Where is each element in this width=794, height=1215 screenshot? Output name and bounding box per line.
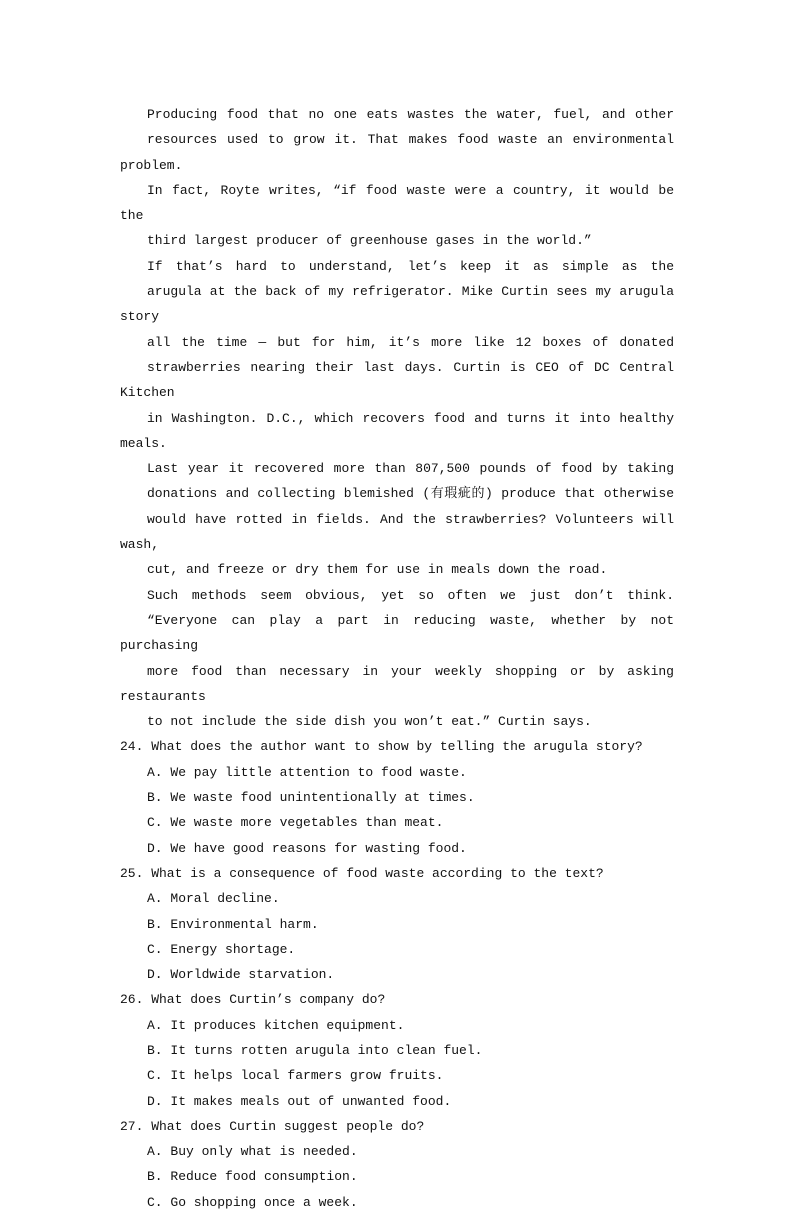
answer-option: B. We waste food unintentionally at times. — [147, 790, 475, 806]
answer-option: B. It turns rotten arugula into clean fuel. — [147, 1042, 483, 1058]
passage-paragraph — [120, 583, 674, 735]
passage-paragraph — [120, 254, 674, 583]
text-line: arugula at the back of my refrigerator. Mike Curtin sees my arugula story — [120, 284, 674, 325]
question-stem: 27. What does Curtin suggest people do? — [120, 1118, 425, 1134]
text-line: donations and collecting blemished (有瑕疵的) produce that otherwise — [147, 486, 674, 502]
text-line: Such methods seem obvious, yet so often we just don’t think. — [147, 587, 674, 603]
text-line: In fact, Royte writes, “if food waste were a country, it would be the — [120, 182, 674, 224]
question-block — [120, 1114, 674, 1215]
question-stem: 25. What is a consequence of food waste according to the text? — [120, 865, 604, 881]
answer-option: C. We waste more vegetables than meat. — [147, 815, 444, 831]
question-stem: 24. What does the author want to show by telling the arugula story? — [120, 739, 643, 755]
text-line: strawberries nearing their last days. Curtin is CEO of DC Central Kitchen — [120, 359, 674, 401]
text-line: resources used to grow it. That makes food waste an environmental problem. — [120, 132, 674, 173]
answer-option: C. Energy shortage. — [147, 941, 296, 957]
text-line: in Washington. D.C., which recovers food and turns it into healthy meals. — [120, 410, 674, 451]
answer-option: D. It makes meals out of unwanted food. — [147, 1093, 452, 1109]
question-block — [120, 987, 674, 1113]
text-line: more food than necessary in your weekly shopping or by asking restaurants — [120, 663, 674, 704]
passage-paragraph — [120, 102, 674, 254]
text-line: third largest producer of greenhouse gases in the world.” — [147, 233, 592, 249]
text-line: cut, and freeze or dry them for use in meals down the road. — [147, 562, 608, 578]
answer-option: D. We have good reasons for wasting food. — [147, 840, 467, 856]
text-line: all the time — but for him, it’s more like 12 boxes of donated — [147, 334, 674, 350]
answer-option: B. Environmental harm. — [147, 916, 319, 932]
question-stem: 26. What does Curtin’s company do? — [120, 992, 386, 1008]
answer-option: A. Buy only what is needed. — [147, 1144, 358, 1160]
text-line: to not include the side dish you won’t eat.” Curtin says. — [147, 714, 592, 730]
text-line: “Everyone can play a part in reducing waste, whether by not purchasing — [120, 612, 674, 654]
answer-option: A. We pay little attention to food waste. — [147, 764, 467, 780]
text-line: Last year it recovered more than 807,500 pounds of food by taking — [147, 461, 674, 477]
question-block — [120, 861, 674, 987]
text-line: Producing food that no one eats wastes the water, fuel, and other — [147, 107, 674, 122]
text-line: would have rotted in fields. And the strawberries? Volunteers will wash, — [120, 511, 674, 553]
document-page — [120, 102, 674, 1215]
question-block — [120, 734, 674, 860]
answer-option: D. Worldwide starvation. — [147, 967, 335, 983]
answer-option: A. It produces kitchen equipment. — [147, 1017, 405, 1033]
answer-option: A. Moral decline. — [147, 891, 280, 907]
answer-option: C. It helps local farmers grow fruits. — [147, 1068, 444, 1084]
text-line: If that’s hard to understand, let’s keep it as simple as the — [147, 258, 674, 274]
answer-option: B. Reduce food consumption. — [147, 1169, 358, 1185]
answer-option: C. Go shopping once a week. — [147, 1194, 358, 1210]
